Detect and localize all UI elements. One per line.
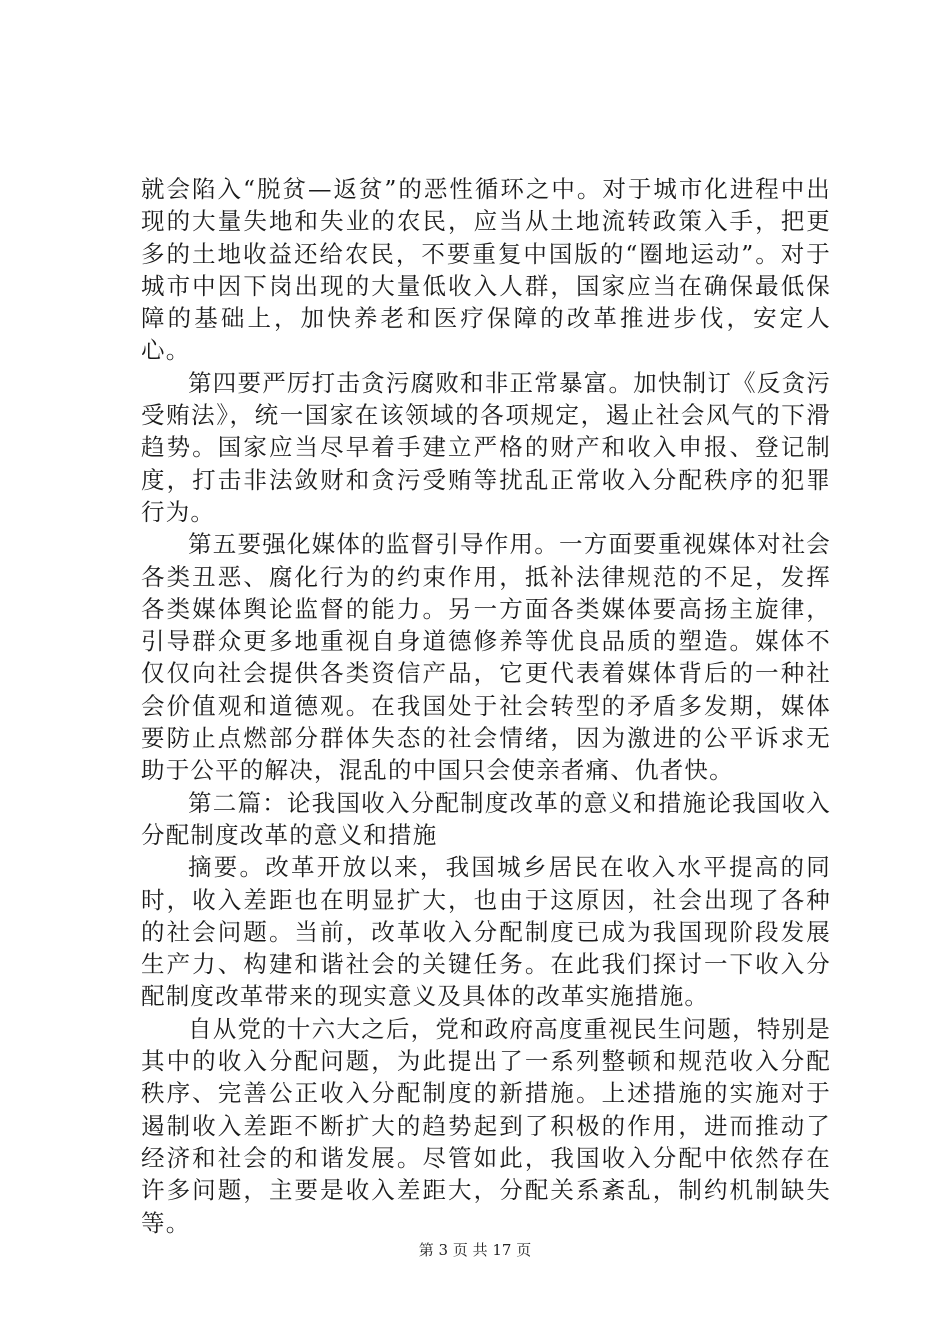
paragraph-abstract: 摘要。改革开放以来，我国城乡居民在收入水平提高的同时，收入差距也在明显扩大，也由于这原因，社会出现了各种的社会问题。当前，改革收入分配制度已成为我国现阶段发展生产力、构建和谐社会的关键任务。在此我们探讨一下收入分配制度改革带来的现实意义及具体的改革实施措施。 (141, 853, 831, 1011)
paragraph-media-supervision: 第五要强化媒体的监督引导作用。一方面要重视媒体对社会各类丑恶、腐化行为的约束作用，抵补法律规范的不足，发挥各类媒体舆论监督的能力。另一方面各类媒体要高扬主旋律，引导群众更多地重视自身道德修养等优良品质的塑造。媒体不仅仅向社会提供各类资信产品，它更代表着媒体背后的一种社会价值观和道德观。在我国处于社会转型的矛盾多发期，媒体要防止点燃部分群体失态的社会情绪，因为激进的公平诉求无助于公平的解决，混乱的中国只会使亲者痛、仇者快。 (141, 530, 831, 785)
body-text (141, 173, 831, 1239)
paragraph-section-title: 第二篇：论我国收入分配制度改革的意义和措施论我国收入分配制度改革的意义和措施 (141, 788, 831, 849)
page-footer (0, 1240, 950, 1260)
paragraph-background: 自从党的十六大之后，党和政府高度重视民生问题，特别是其中的收入分配问题，为此提出了一系列整顿和规范收入分配秩序、完善公正收入分配制度的新措施。上述措施的实施对于遏制收入差距不断扩大的趋势起到了积极的作用，进而推动了经济和社会的和谐发展。尽管如此，我国收入分配中依然存在许多问题，主要是收入差距大，分配关系紊乱，制约机制缺失等。 (141, 1014, 831, 1237)
page-number-label: 第 3 页 共 17 页 (418, 1241, 532, 1259)
paragraph-anti-corruption: 第四要严厉打击贪污腐败和非正常暴富。加快制订《反贪污受贿法》，统一国家在该领域的各项规定，遏止社会风气的下滑趋势。国家应当尽早着手建立严格的财产和收入申报、登记制度，打击非法敛财和贪污受贿等扰乱正常收入分配秩序的犯罪行为。 (141, 368, 831, 526)
paragraph-land-reform: 就会陷入“脱贫—返贫”的恶性循环之中。对于城市化进程中出现的大量失地和失业的农民，应当从土地流转政策入手，把更多的土地收益还给农民，不要重复中国版的“圈地运动”。对于城市中因下岗出现的大量低收入人群，国家应当在确保最低保障的基础上，加快养老和医疗保障的改革推进步伐，安定人心。 (141, 175, 831, 365)
